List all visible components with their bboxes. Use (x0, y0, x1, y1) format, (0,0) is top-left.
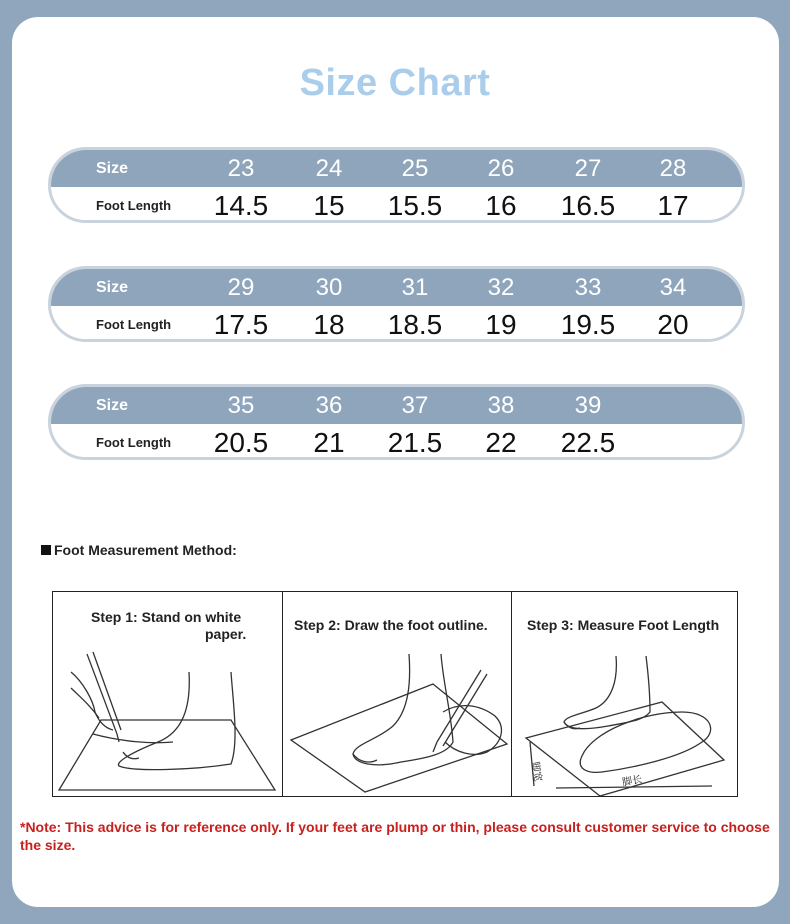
measure-length-illustration (512, 592, 740, 798)
foot-length-row (51, 187, 742, 223)
foot-length-cell: 18 (313, 309, 345, 340)
size-cell: 30 (315, 274, 343, 301)
step-1-panel (53, 592, 282, 796)
foot-length-row-label: Foot Length (96, 435, 172, 450)
size-cell: 26 (487, 155, 515, 182)
foot-length-label: 脚长 (621, 774, 644, 789)
size-row-label: Size (96, 397, 129, 414)
size-cell: 38 (487, 392, 515, 419)
foot-length-cell: 21 (313, 427, 345, 458)
foot-length-cell: 19 (485, 309, 517, 340)
step-1-title-line2: paper. (205, 626, 247, 642)
foot-length-cell: 19.5 (560, 309, 616, 340)
foot-length-cell: 16 (485, 190, 517, 221)
foot-length-cell: 16.5 (560, 190, 616, 221)
foot-width-label: 脚宽 (528, 761, 544, 783)
size-cell: 29 (227, 274, 255, 301)
foot-length-row (51, 424, 742, 460)
step-1-title-line1: Step 1: Stand on white (91, 609, 242, 625)
size-cell: 36 (315, 392, 343, 419)
draw-outline-illustration (283, 592, 512, 798)
foot-length-cell: 21.5 (387, 427, 443, 458)
step-3-panel (511, 592, 739, 796)
foot-length-row-label: Foot Length (96, 317, 172, 332)
size-cell: 34 (659, 274, 687, 301)
foot-length-cell: 22 (485, 427, 517, 458)
size-cell: 23 (227, 155, 255, 182)
size-row-label: Size (96, 160, 129, 177)
foot-length-cell: 18.5 (387, 309, 443, 340)
size-cell: 24 (315, 155, 343, 182)
size-table-3 (48, 384, 745, 460)
size-table-1 (48, 147, 745, 223)
step-2-title: Step 2: Draw the foot outline. (294, 617, 488, 633)
size-cell: 35 (227, 392, 255, 419)
method-heading (41, 542, 237, 558)
foot-length-cell: 17.5 (213, 309, 269, 340)
size-cell: 39 (574, 392, 602, 419)
foot-length-row-label: Foot Length (96, 198, 172, 213)
size-row-label: Size (96, 279, 129, 296)
size-row (51, 150, 742, 187)
size-cell: 33 (574, 274, 602, 301)
foot-length-cell: 17 (657, 190, 689, 221)
size-cell: 31 (401, 274, 429, 301)
foot-length-row (51, 306, 742, 342)
size-cell: 28 (659, 155, 687, 182)
foot-length-cell: 22.5 (560, 427, 616, 458)
square-bullet-icon (41, 545, 51, 555)
size-cell: 37 (401, 392, 429, 419)
size-cell: 25 (401, 155, 429, 182)
stand-on-paper-illustration (53, 592, 282, 798)
measurement-steps (52, 591, 738, 797)
step-3-title: Step 3: Measure Foot Length (527, 617, 720, 633)
page-title: Size Chart (299, 62, 491, 104)
foot-length-cell: 15.5 (387, 190, 443, 221)
foot-length-cell: 14.5 (213, 190, 269, 221)
reference-note: *Note: This advice is for reference only. If your feet are plump or thin, please consult customer service to choose the size. (20, 819, 770, 853)
size-cell: 27 (574, 155, 602, 182)
method-heading-text: Foot Measurement Method: (54, 542, 237, 558)
size-cell: 32 (487, 274, 515, 301)
foot-length-cell: 15 (313, 190, 345, 221)
foot-length-cell: 20 (657, 309, 689, 340)
foot-length-cell: 20.5 (213, 427, 269, 458)
step-2-panel (282, 592, 511, 796)
size-row (51, 269, 742, 306)
size-table-2 (48, 266, 745, 342)
size-row (51, 387, 742, 424)
